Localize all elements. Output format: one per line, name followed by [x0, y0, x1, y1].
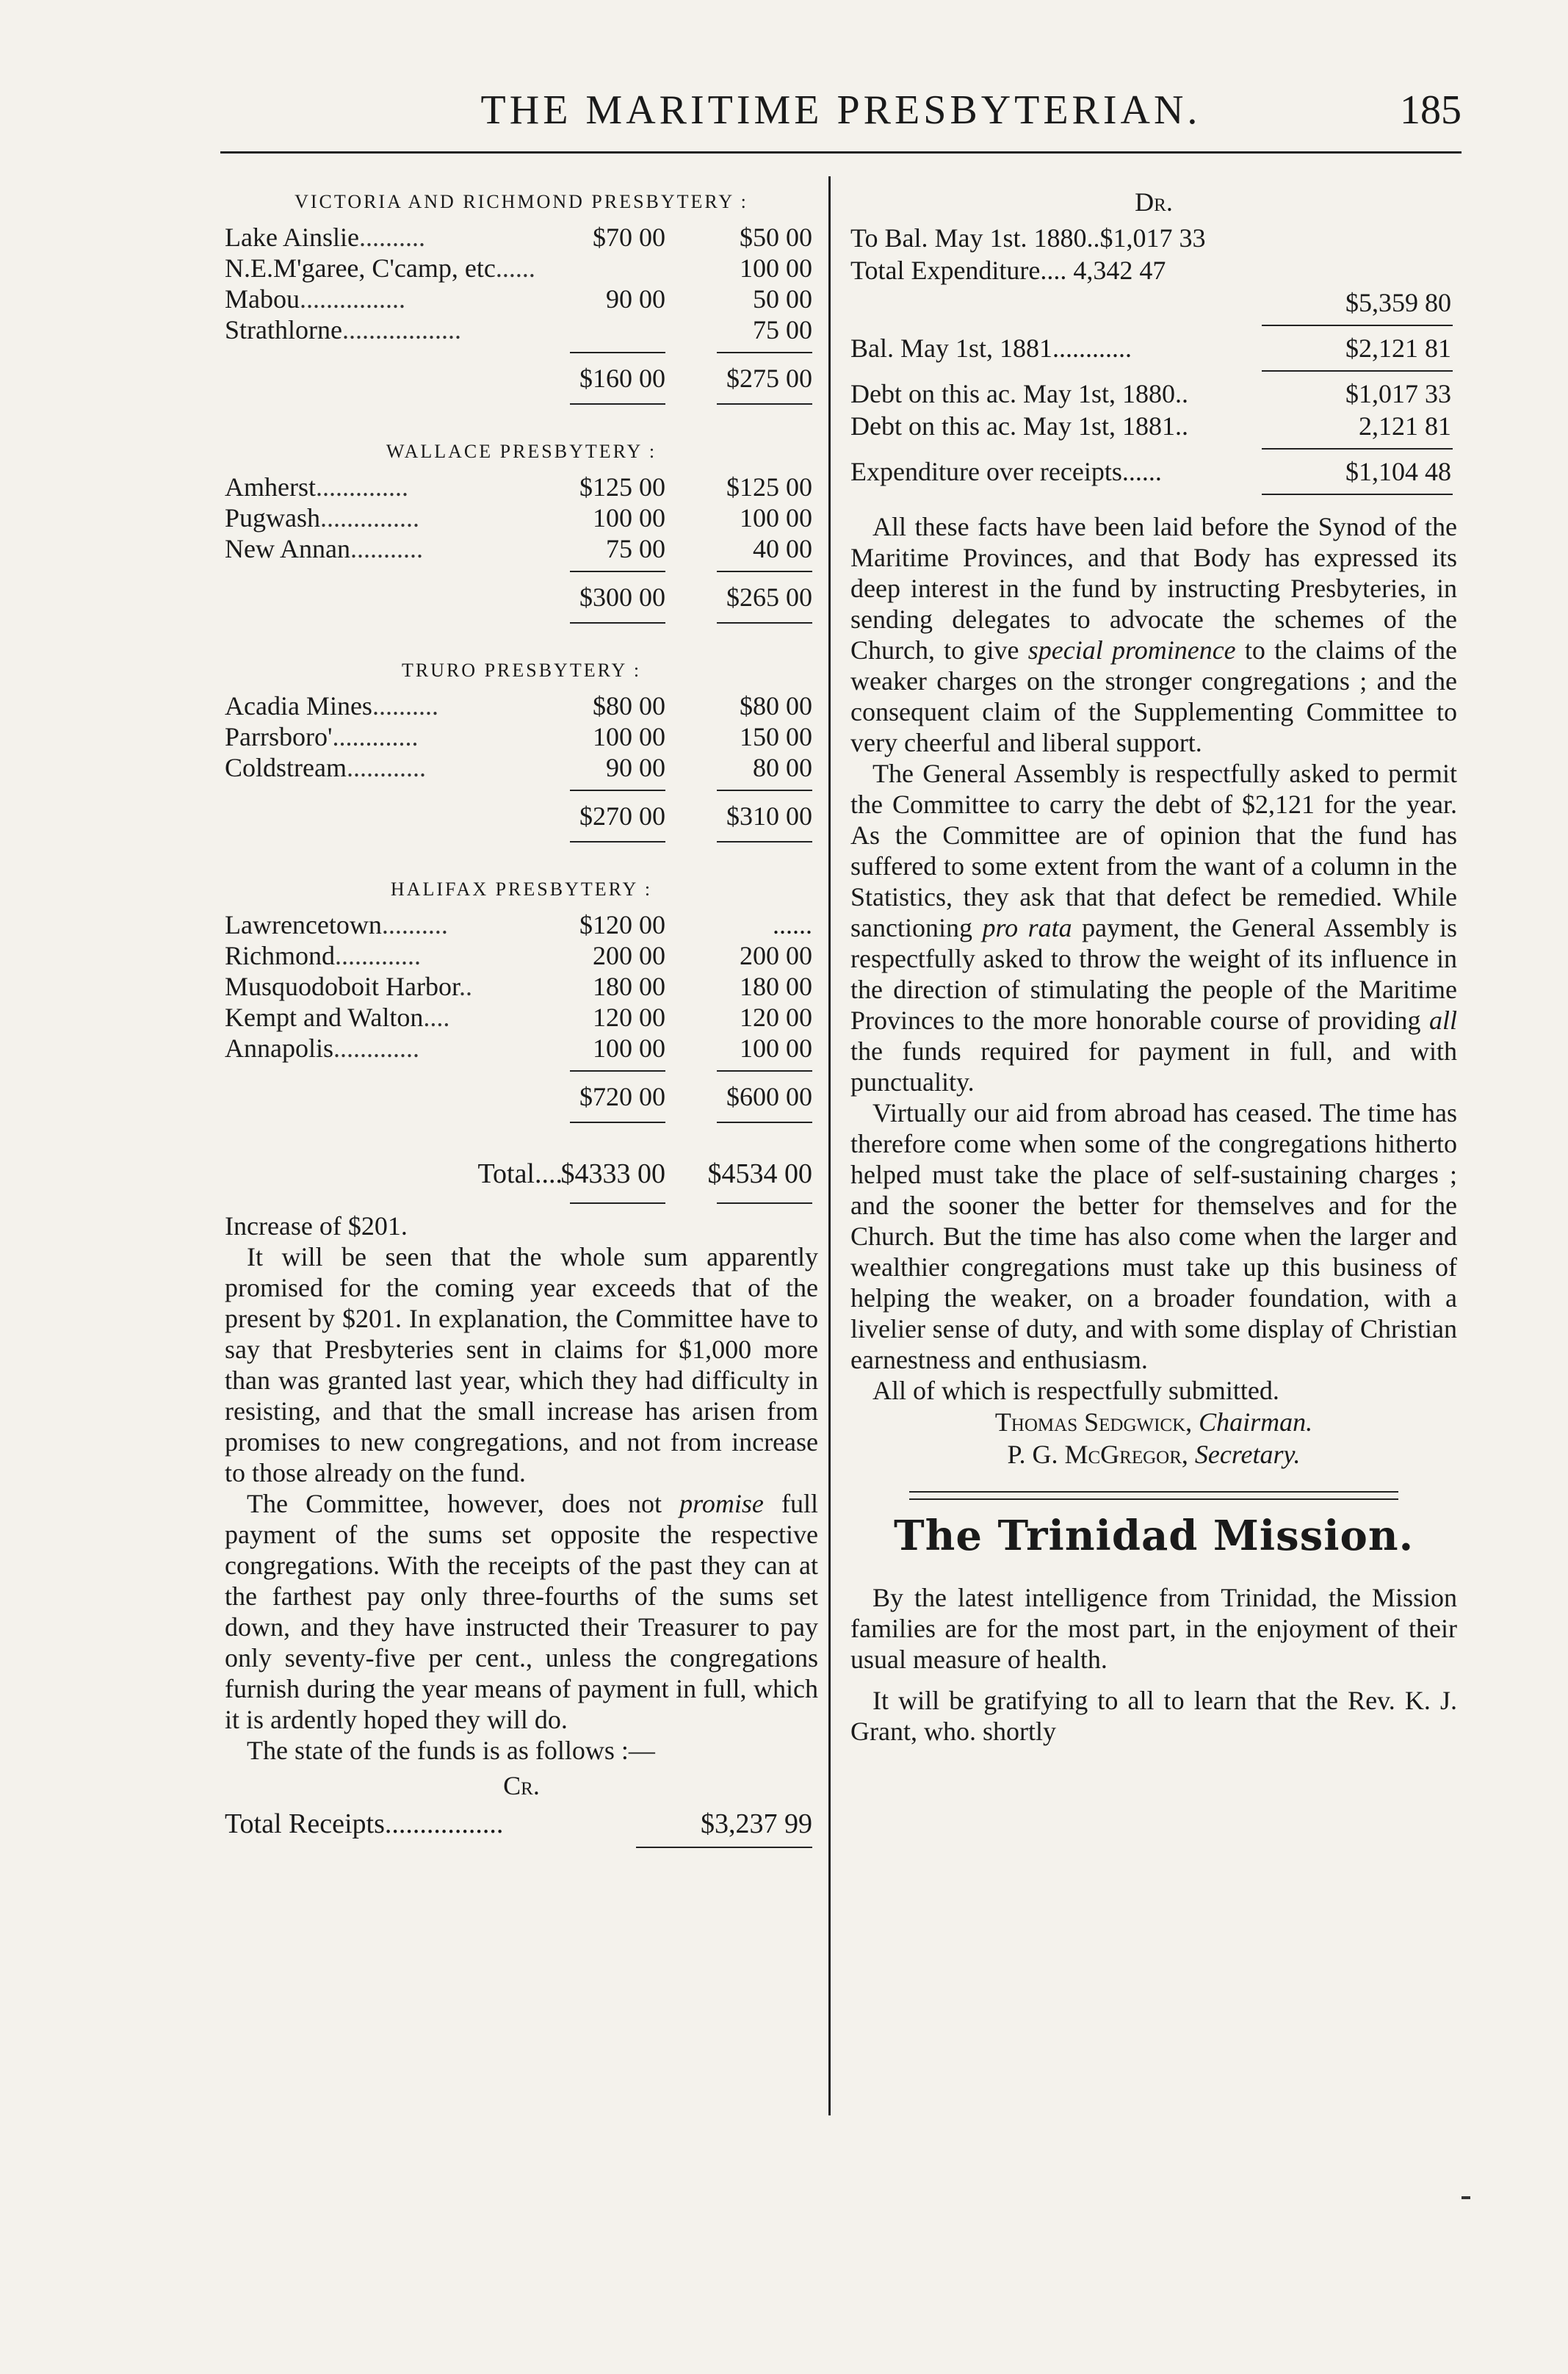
- amount-asked: 100 00: [740, 1033, 812, 1063]
- italic-run: special prominence: [1027, 635, 1236, 665]
- congregation-label: Strathlorne: [225, 315, 342, 344]
- congregation-label: New Annan: [225, 534, 350, 563]
- header-rule: [220, 151, 1462, 154]
- amount-promised: 100 00: [593, 1033, 665, 1063]
- expenditure-row: [850, 455, 1457, 488]
- leader-dots: ................: [300, 284, 405, 314]
- subtotal-rule: [225, 1064, 818, 1078]
- congregation-label: Kempt and Walton: [225, 1003, 424, 1032]
- congregation-name: [225, 314, 541, 345]
- congregation-label: Musquodoboit Harbor: [225, 972, 459, 1001]
- increase-line: Increase of $201.: [225, 1211, 408, 1241]
- expenditure-label: Expenditure over receipts......: [850, 457, 1162, 486]
- congregation-name: [225, 253, 541, 284]
- text-run: payment, the General Assembly is respectfully asked to throw the weight of its influence in the direction of stimulating the people of the Maritime Provinces to the more honorable course of providing: [850, 913, 1458, 1035]
- ledger-rule: [1262, 325, 1453, 326]
- congregation-label: Amherst: [225, 472, 316, 502]
- text-run: the funds required for payment in full, and with punctuality.: [850, 1036, 1457, 1097]
- presbytery-tables: [225, 191, 818, 1152]
- cr-heading: Cr.: [503, 1771, 540, 1800]
- amount-promised: $120 00: [579, 910, 665, 939]
- leader-dots: .............: [333, 1033, 419, 1063]
- receipts-rule: [636, 1847, 812, 1848]
- grand-total-label: Total....: [477, 1158, 563, 1189]
- grand-total-rule: [225, 1196, 818, 1211]
- ledger-row: [850, 254, 1457, 286]
- ledger-label: Total Expenditure.... 4,342 47: [850, 256, 1166, 285]
- amount-promised: 90 00: [606, 284, 665, 314]
- leader-dots: .............: [332, 722, 419, 751]
- leader-dots: ......: [495, 253, 535, 283]
- congregation-name: [225, 502, 541, 533]
- amount-asked: 100 00: [740, 503, 812, 533]
- congregation-name: [225, 940, 541, 971]
- congregation-row: [225, 284, 818, 314]
- congregation-name: [225, 752, 541, 783]
- debt-row: [850, 410, 1457, 442]
- congregation-label: Lawrencetown: [225, 910, 382, 939]
- leader-dots: ....: [423, 1003, 450, 1032]
- total-receipts-value: $3,237 99: [701, 1808, 812, 1839]
- ledger-rule: [1262, 448, 1453, 450]
- congregation-row: [225, 1033, 818, 1064]
- congregation-row: [225, 472, 818, 502]
- italic-run: promise: [679, 1489, 764, 1518]
- ledger-value: $5,359 80: [1345, 288, 1451, 317]
- amount-asked: $125 00: [726, 472, 812, 502]
- amount-promised: 120 00: [593, 1003, 665, 1032]
- subtotal-rule: [225, 397, 818, 411]
- amount-promised: 100 00: [593, 722, 665, 751]
- congregation-name: [225, 909, 541, 940]
- paragraph-committee: [225, 1488, 818, 1735]
- subtotal-rule: [225, 783, 818, 798]
- amount-asked: 150 00: [740, 722, 812, 751]
- subtotal-asked: $265 00: [726, 582, 812, 612]
- signatory-role: Chairman.: [1199, 1407, 1313, 1437]
- amount-promised: $125 00: [579, 472, 665, 502]
- italic-run: all: [1428, 1006, 1457, 1035]
- amount-promised: 100 00: [593, 503, 665, 533]
- amount-asked: $80 00: [740, 691, 812, 721]
- leader-dots: ..........: [381, 910, 448, 939]
- presbytery-heading: TRURO PRESBYTERY :: [401, 660, 642, 681]
- running-title: THE MARITIME PRESBYTERIAN.: [480, 87, 1202, 133]
- congregation-row: [225, 940, 818, 971]
- amount-promised: $80 00: [593, 691, 665, 721]
- signature-chairman: [850, 1406, 1457, 1438]
- subtotal-asked: $600 00: [726, 1082, 812, 1111]
- spacer: [225, 630, 818, 652]
- spacer: [225, 849, 818, 871]
- congregation-name: [225, 690, 541, 721]
- total-receipts-label: Total Receipts.................: [225, 1808, 504, 1839]
- congregation-name: [225, 284, 541, 314]
- congregation-label: Parrsboro': [225, 722, 333, 751]
- ledger-row: [850, 286, 1457, 319]
- subtotal-asked: $275 00: [726, 364, 812, 393]
- amount-asked: 100 00: [740, 253, 812, 283]
- balance-label: Bal. May 1st, 1881............: [850, 333, 1132, 363]
- ledger-label: To Bal. May 1st. 1880..$1,017 33: [850, 223, 1206, 253]
- grand-total-promised: $4333 00: [560, 1158, 665, 1189]
- signatory-name: P. G. McGregor,: [1007, 1440, 1188, 1469]
- amount-asked: 50 00: [753, 284, 812, 314]
- congregation-row: [225, 253, 818, 284]
- leader-dots: ...........: [350, 534, 423, 563]
- congregation-name: [225, 472, 541, 502]
- congregation-row: [225, 752, 818, 783]
- signatory-role: Secretary.: [1194, 1440, 1301, 1469]
- grand-total-asked: $4534 00: [707, 1158, 812, 1189]
- congregation-row: [225, 690, 818, 721]
- subtotal-promised: $720 00: [579, 1082, 665, 1111]
- right-column: [850, 184, 1457, 1747]
- debt-value: $1,017 33: [1345, 379, 1451, 408]
- amount-asked: 75 00: [753, 315, 812, 344]
- congregation-row: [225, 971, 818, 1002]
- expenditure-value: $1,104 48: [1345, 457, 1451, 486]
- spacer: [225, 1130, 818, 1152]
- congregation-name: [225, 1002, 541, 1033]
- congregation-row: [225, 533, 818, 564]
- amount-asked: 200 00: [740, 941, 812, 970]
- leader-dots: ..: [459, 972, 472, 1001]
- paragraph-assembly: [850, 758, 1457, 1097]
- congregation-label: Acadia Mines: [225, 691, 372, 721]
- paragraph-trinidad: By the latest intelligence from Trinidad, the Mission families are for the most part, in the enjoyment of their usual measure of health.: [850, 1583, 1457, 1674]
- ledger-rule: [1262, 494, 1453, 495]
- congregation-label: Coldstream: [225, 753, 347, 782]
- subtotal-rule: [225, 345, 818, 360]
- presbytery-subtotal: [225, 360, 818, 397]
- print-mark: [1462, 2196, 1470, 2199]
- congregation-row: [225, 314, 818, 345]
- congregation-row: [225, 1002, 818, 1033]
- leader-dots: ..........: [372, 691, 438, 721]
- balance-row: [850, 332, 1457, 364]
- ledger-row: [850, 222, 1457, 254]
- leader-dots: ............: [346, 753, 426, 782]
- presbytery-subtotal: [225, 579, 818, 616]
- debt-row: [850, 378, 1457, 410]
- amount-asked: 80 00: [753, 753, 812, 782]
- amount-promised: 90 00: [606, 753, 665, 782]
- leader-dots: ..............: [315, 472, 408, 502]
- signatory-name: Thomas Sedgwick,: [994, 1407, 1193, 1437]
- congregation-name: [225, 971, 541, 1002]
- subtotal-rule: [225, 834, 818, 849]
- congregation-name: [225, 721, 541, 752]
- congregation-name: [225, 533, 541, 564]
- subtotal-rule: [225, 1115, 818, 1130]
- page-header: [220, 87, 1462, 138]
- section-rule: [909, 1491, 1398, 1500]
- debt-value: 2,121 81: [1359, 411, 1451, 441]
- amount-asked: 120 00: [740, 1003, 812, 1032]
- congregation-row: [225, 909, 818, 940]
- congregation-row: [225, 721, 818, 752]
- congregation-label: Pugwash: [225, 503, 321, 533]
- amount-promised: 75 00: [606, 534, 665, 563]
- congregation-name: [225, 1033, 541, 1064]
- subtotal-promised: $270 00: [579, 801, 665, 831]
- congregation-label: Mabou: [225, 284, 300, 314]
- subtotal-promised: $160 00: [579, 364, 665, 393]
- leader-dots: .............: [335, 941, 421, 970]
- paragraph-submitted: All of which is respectfully submitted.: [872, 1376, 1279, 1405]
- dr-heading: Dr.: [1135, 187, 1173, 217]
- text-run: The Committee, however, does not: [247, 1489, 680, 1518]
- ledger-rule: [1262, 370, 1453, 372]
- subtotal-rule: [225, 564, 818, 579]
- congregation-label: Annapolis: [225, 1033, 333, 1063]
- text-run: The General Assembly is respectfully asked to permit the Committee to carry the debt of $2,121 for the year. As the Committee are of opinion that the fund has suffered to some extent from the want of a column in the Statistics, they ask that that defect be remedied. While sanctioning: [850, 759, 1457, 942]
- total-receipts-row: [225, 1805, 818, 1842]
- column-divider: [828, 176, 831, 2115]
- signature-secretary: [850, 1438, 1457, 1471]
- page-number: 185: [1400, 87, 1462, 133]
- presbytery-heading: VICTORIA AND RICHMOND PRESBYTERY :: [295, 191, 748, 212]
- spacer: [225, 411, 818, 433]
- subtotal-rule: [225, 616, 818, 630]
- paragraph-funds-state: The state of the funds is as follows :—: [247, 1736, 655, 1765]
- subtotal-promised: $300 00: [579, 582, 665, 612]
- presbytery-subtotal: [225, 798, 818, 834]
- text-run: full payment of the sums set opposite the respective congregations. With the receipts of the past they can at the farthest pay only three-fourths of the sums set down, and they have instructed their Treasurer to pay only seventy-five per cent., unless the congregations furnish during the year means of payment in full, which it is ardently hoped they will do.: [225, 1489, 818, 1734]
- paragraph-synod: [850, 511, 1457, 758]
- text-run: to the claims of the weaker charges on the stronger congregations ; and the consequent claim of the Supplementing Committee to very cheerful and liberal support.: [850, 635, 1457, 757]
- presbytery-heading: HALIFAX PRESBYTERY :: [390, 878, 653, 900]
- congregation-row: [225, 502, 818, 533]
- presbytery-heading: WALLACE PRESBYTERY :: [386, 441, 657, 462]
- leader-dots: ...............: [320, 503, 420, 533]
- left-column: [225, 184, 818, 1852]
- amount-asked: ......: [773, 910, 812, 939]
- balance-value: $2,121 81: [1345, 333, 1451, 363]
- paragraph-aid: Virtually our aid from abroad has ceased. The time has therefore come when some of the congregations hitherto helped must take the place of self-sustaining charges ; and the sooner the better for themselves and for the Church. But the time has also come when the larger and wealthier congregations must take up this business of helping the weaker, on a broader foundation, with a livelier sense of duty, and with some display of Christian earnestness and enthusiasm.: [850, 1098, 1457, 1374]
- paragraph-grant: It will be gratifying to all to learn that the Rev. K. J. Grant, who. shortly: [850, 1686, 1457, 1746]
- text-run: All these facts have been laid before the Synod of the Maritime Provinces, and that Body has expressed its deep interest in the fund by instructing Presbyteries, in sending delegates to advocate the schemes of the Church, to give: [850, 512, 1457, 665]
- italic-run: pro rata: [982, 913, 1072, 942]
- amount-promised: 200 00: [593, 941, 665, 970]
- debt-label: Debt on this ac. May 1st, 1880..: [850, 379, 1188, 408]
- congregation-label: N.E.M'garee, C'camp, etc: [225, 253, 496, 283]
- amount-promised: $70 00: [593, 223, 665, 252]
- grand-total-row: [225, 1152, 818, 1196]
- presbytery-subtotal: [225, 1078, 818, 1115]
- debt-label: Debt on this ac. May 1st, 1881..: [850, 411, 1188, 441]
- section-title: The Trinidad Mission.: [893, 1512, 1415, 1560]
- congregation-name: [225, 222, 541, 253]
- amount-promised: 180 00: [593, 972, 665, 1001]
- congregation-row: [225, 222, 818, 253]
- paragraph-explanation: It will be seen that the whole sum apparently promised for the coming year exceeds that of the present by $201. In explanation, the Committee have to say that Presbyteries sent in claims for $1,000 more than was granted last year, which they had difficulty in resisting, and that the small increase has arisen from promises to new congregations, and not from increase to those already on the fund.: [225, 1242, 818, 1487]
- amount-asked: 180 00: [740, 972, 812, 1001]
- leader-dots: ..................: [342, 315, 461, 344]
- amount-asked: 40 00: [753, 534, 812, 563]
- congregation-label: Lake Ainslie: [225, 223, 359, 252]
- leader-dots: ..........: [358, 223, 425, 252]
- congregation-label: Richmond: [225, 941, 335, 970]
- amount-asked: $50 00: [740, 223, 812, 252]
- subtotal-asked: $310 00: [726, 801, 812, 831]
